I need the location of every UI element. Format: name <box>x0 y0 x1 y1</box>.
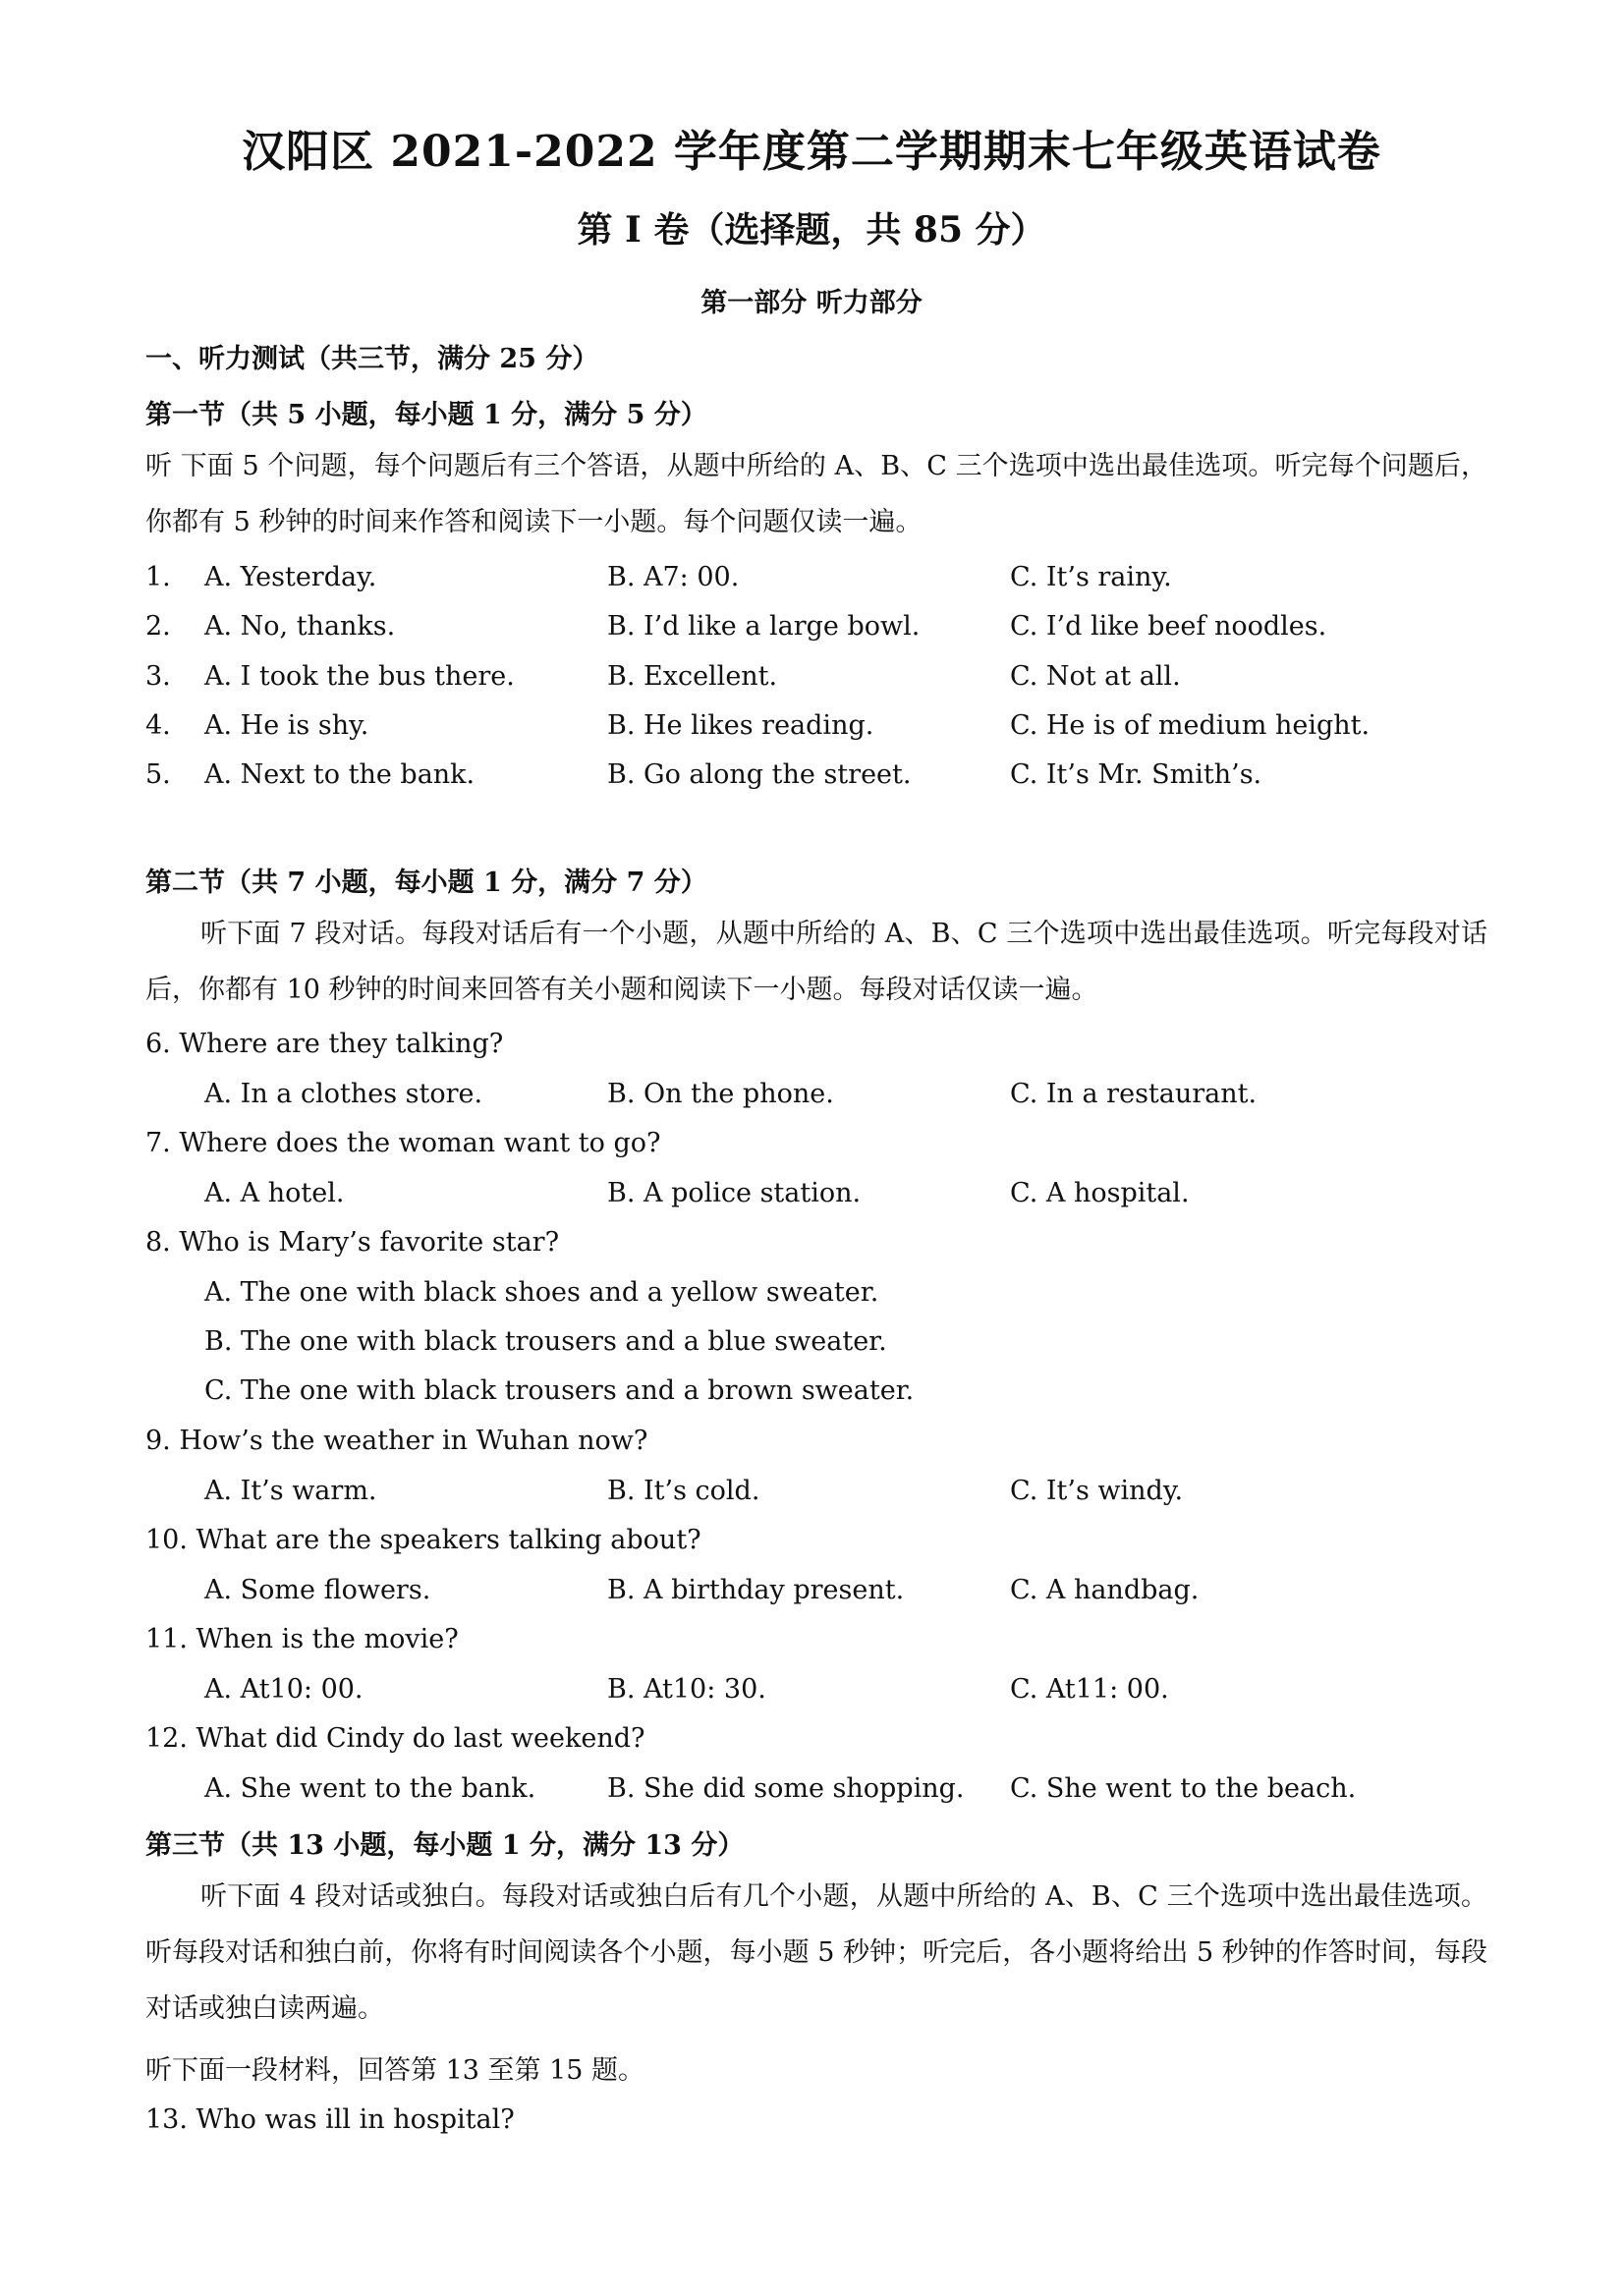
option-c: C. It’s Mr. Smith’s. <box>1010 759 1262 790</box>
question-7: 7. Where does the woman want to go? <box>145 1128 661 1158</box>
option-c: C. Not at all. <box>1010 661 1181 692</box>
option-c: C. A hospital. <box>1010 1178 1190 1208</box>
option-c: C. He is of medium height. <box>1010 710 1371 741</box>
option-b: B. I’d like a large bowl. <box>607 611 921 642</box>
option-c: C. In a restaurant. <box>1010 1079 1258 1109</box>
section-1-heading: 第一节（共 5 小题，每小题 1 分，满分 5 分） <box>145 400 707 430</box>
question-13: 13. Who was ill in hospital? <box>145 2104 515 2135</box>
option-b: B. She did some shopping. <box>607 1773 965 1804</box>
question-number: 5. <box>145 759 171 790</box>
option-b: B. Excellent. <box>607 661 778 692</box>
option-a: A. It’s warm. <box>204 1476 377 1506</box>
option-a: A. Some flowers. <box>204 1575 431 1605</box>
question-11: 11. When is the movie? <box>145 1624 459 1654</box>
question-number: 4. <box>145 710 171 741</box>
question-6: 6. Where are they talking? <box>145 1029 504 1059</box>
question-number: 2. <box>145 611 171 642</box>
listening-test-heading: 一、听力测试（共三节，满分 25 分） <box>145 344 599 374</box>
section-3-instructions: 听下面 4 段对话或独白。每段对话或独白后有几个小题，从题中所给的 A、B、C 三个选项中选出最佳选项。听每段对话和独白前，你将有时间阅读各个小题，每小题 5 秒钟；听完后，各小题将给出 5 秒钟的作答时间，每段对话或独白读两遍。 <box>145 1881 1487 2024</box>
option-b: B. The one with black trousers and a blue sweater. <box>204 1326 887 1357</box>
option-a: A. I took the bus there. <box>204 661 515 692</box>
option-c: C. The one with black trousers and a brown sweater. <box>204 1375 915 1406</box>
option-a: A. He is shy. <box>204 710 369 741</box>
section-3-heading: 第三节（共 13 小题，每小题 1 分，满分 13 分） <box>145 1830 745 1861</box>
question-9: 9. How’s the weather in Wuhan now? <box>145 1426 648 1456</box>
material-lead: 听下面一段材料，回答第 13 至第 15 题。 <box>145 2055 645 2086</box>
option-a: A. No, thanks. <box>204 611 396 642</box>
option-c: C. She went to the beach. <box>1010 1773 1357 1804</box>
question-10: 10. What are the speakers talking about? <box>145 1525 701 1555</box>
option-c: C. At11: 00. <box>1010 1674 1169 1705</box>
option-b: B. On the phone. <box>607 1079 834 1109</box>
option-c: C. It’s rainy. <box>1010 562 1172 592</box>
option-a: A. In a clothes store. <box>204 1079 483 1109</box>
question-12: 12. What did Cindy do last weekend? <box>145 1723 645 1754</box>
section-2-instructions: 听下面 7 段对话。每段对话后有一个小题，从题中所给的 A、B、C 三个选项中选出最佳选项。听完每段对话后，你都有 10 秒钟的时间来回答有关小题和阅读下一小题。每段对话仅读一遍。 <box>145 919 1487 1005</box>
exam-subtitle: 第 I 卷（选择题，共 85 分） <box>577 209 1046 251</box>
option-b: B. It’s cold. <box>607 1476 760 1506</box>
option-b: B. A7: 00. <box>607 562 740 592</box>
option-b: B. Go along the street. <box>607 759 912 790</box>
option-b: B. A police station. <box>607 1178 862 1208</box>
part-heading: 第一部分 听力部分 <box>700 288 923 318</box>
section-2-heading: 第二节（共 7 小题，每小题 1 分，满分 7 分） <box>145 868 707 898</box>
option-a: A. Yesterday. <box>204 562 377 592</box>
option-b: B. A birthday present. <box>607 1575 905 1605</box>
exam-title: 汉阳区 2021-2022 学年度第二学期期末七年级英语试卷 <box>242 127 1381 177</box>
option-c: C. It’s windy. <box>1010 1476 1184 1506</box>
option-a: A. The one with black shoes and a yellow sweater. <box>204 1277 879 1308</box>
option-b: B. At10: 30. <box>607 1674 766 1705</box>
option-a: A. Next to the bank. <box>204 759 476 790</box>
section-1-instructions: 听 下面 5 个问题，每个问题后有三个答语，从题中所给的 A、B、C 三个选项中选出最佳选项。听完每个问题后，你都有 5 秒钟的时间来作答和阅读下一小题。每个问题仅读一遍。 <box>145 451 1487 537</box>
option-c: C. A handbag. <box>1010 1575 1200 1605</box>
option-a: A. She went to the bank. <box>204 1773 536 1804</box>
question-8: 8. Who is Mary’s favorite star? <box>145 1227 560 1258</box>
question-number: 1. <box>145 562 171 592</box>
option-c: C. I’d like beef noodles. <box>1010 611 1327 642</box>
option-a: A. A hotel. <box>204 1178 345 1208</box>
option-b: B. He likes reading. <box>607 710 874 741</box>
question-number: 3. <box>145 661 171 692</box>
option-a: A. At10: 00. <box>204 1674 364 1705</box>
